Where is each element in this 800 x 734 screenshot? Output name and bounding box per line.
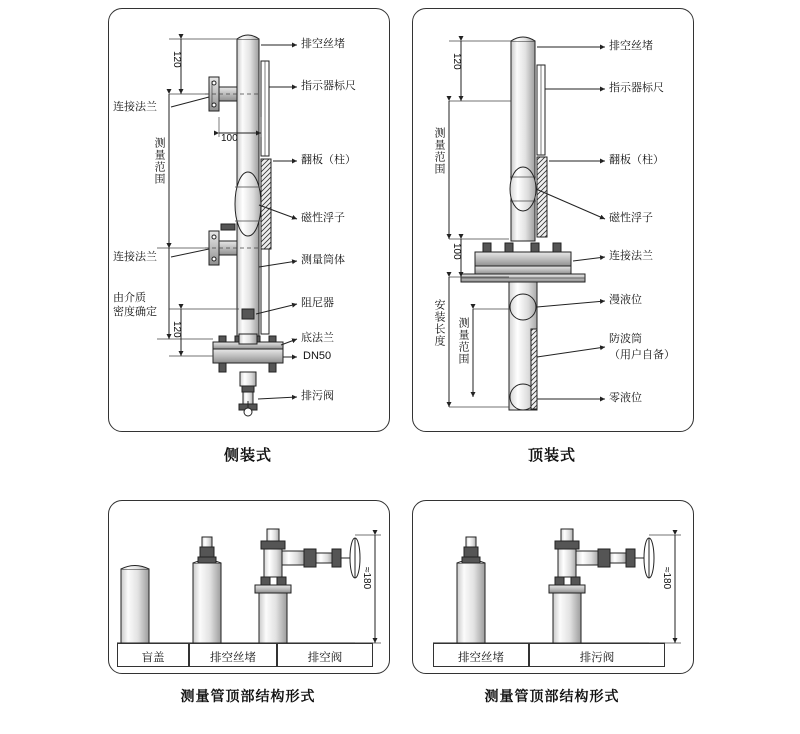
- caption-top-structure-left: 测量管顶部结构形式: [180, 688, 316, 704]
- panel-side-mounted: [108, 8, 390, 432]
- cell-vent-plug: 排空丝堵: [210, 652, 256, 664]
- label-measure-range: 测量范围: [153, 137, 165, 185]
- dim-100: 100: [221, 133, 238, 144]
- caption-top-structure-right: 测量管顶部结构形式: [484, 688, 620, 704]
- label-measuring-cylinder: 测量筒体: [301, 254, 345, 266]
- label-indicator-scale: 指示器标尺: [609, 82, 664, 94]
- dim-mid-100: 100: [451, 243, 462, 260]
- label-connect-flange: 连接法兰: [609, 250, 653, 262]
- caption-top-mounted: 顶装式: [527, 447, 576, 464]
- label-connect-flange-bottom: 连接法兰: [113, 251, 157, 263]
- label-flip-panel: 翻板（柱）: [609, 154, 664, 166]
- cell-drain-valve: 排污阀: [579, 652, 615, 664]
- label-zero-level: 零液位: [609, 392, 642, 404]
- label-bottom-flange: 底法兰: [301, 332, 334, 344]
- panel-top-structure-right: [412, 500, 694, 674]
- dim-top-120: 120: [171, 51, 182, 68]
- label-wave-barrel: 防波筒: [609, 333, 642, 345]
- label-wave-barrel-note: （用户自备）: [609, 349, 675, 361]
- label-flip-panel: 翻板（柱）: [301, 154, 356, 166]
- label-indicator-scale: 指示器标尺: [301, 80, 356, 92]
- label-dn50: DN50: [303, 350, 332, 362]
- cell-vent-valve: 排空阀: [307, 652, 343, 664]
- label-full-level: 漫液位: [609, 294, 642, 306]
- label-drain-valve: 排污阀: [301, 390, 334, 402]
- caption-side-mounted: 侧装式: [223, 447, 272, 464]
- dim-top-120: 120: [451, 53, 462, 70]
- label-measure-range-top: 测量范围: [433, 127, 445, 175]
- label-vent-plug: 排空丝堵: [301, 38, 345, 50]
- panel-top-structure-left: [108, 500, 390, 674]
- label-vent-plug: 排空丝堵: [609, 40, 653, 52]
- dim-bottom-120: 120: [171, 321, 182, 338]
- label-magnetic-float: 磁性浮子: [301, 212, 345, 224]
- dim-height-180: ≈180: [661, 567, 672, 590]
- cell-blind-cover: 盲盖: [141, 652, 165, 664]
- label-connect-flange-top: 连接法兰: [113, 101, 157, 113]
- label-damper: 阻尼器: [301, 297, 334, 309]
- panel-top-mounted: [412, 8, 694, 432]
- label-magnetic-float: 磁性浮子: [609, 212, 653, 224]
- side-mounted-drawing: [109, 9, 391, 433]
- cell-vent-plug: 排空丝堵: [458, 652, 504, 664]
- label-measure-range-bottom: 测量范围: [457, 317, 469, 365]
- dim-height-180: ≈180: [361, 567, 372, 590]
- label-install-length: 安装长度: [433, 299, 445, 347]
- label-density-note: 由介质 密度确定: [113, 292, 157, 318]
